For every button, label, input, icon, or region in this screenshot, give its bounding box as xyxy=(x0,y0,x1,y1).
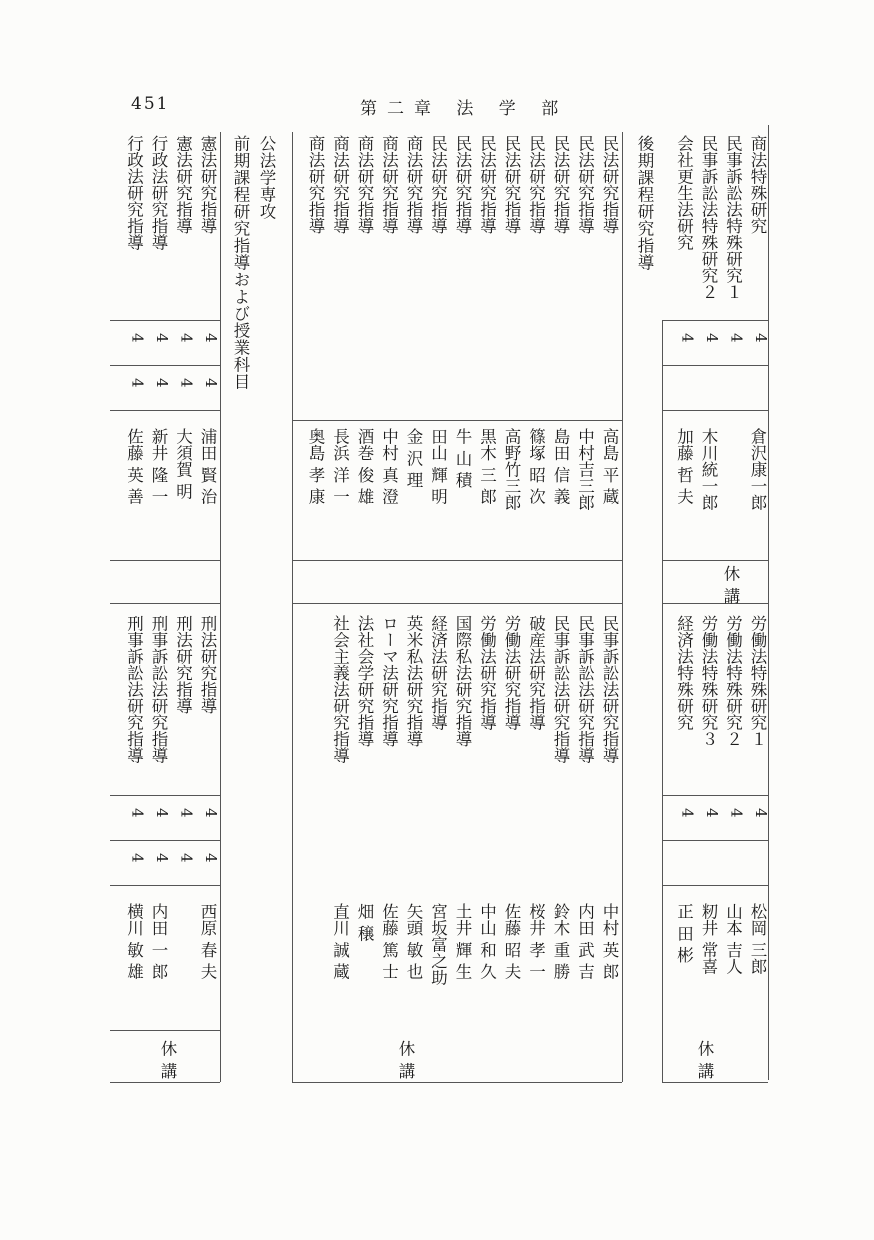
teacher-cell: 倉沢康一郎 xyxy=(748,428,767,511)
subject-cell: 会社更生法研究 xyxy=(674,135,694,251)
page-number: 451 xyxy=(131,94,170,114)
teacher-cell: 土井 輝 生 xyxy=(453,903,472,980)
teacher-cell: 金 沢 理 xyxy=(404,428,423,488)
rule xyxy=(110,1030,220,1031)
subject-cell: 法社会学研究指導 xyxy=(355,615,374,747)
teacher-cell: 畑 穣 xyxy=(355,903,374,942)
units-cell: 4 xyxy=(153,378,171,388)
rule xyxy=(662,840,768,841)
subject-cell: 憲法研究指導 xyxy=(173,135,193,234)
teacher-cell: 中村吉三郎 xyxy=(575,428,595,511)
subject-cell: 民法研究指導 xyxy=(600,135,619,234)
subject-cell: 英米私法研究指導 xyxy=(404,615,423,747)
units-cell: 4 xyxy=(727,333,746,343)
teacher-cell: 松岡 三郎 xyxy=(748,903,767,975)
units-cell: 4 xyxy=(752,808,770,818)
subject-cell: 労働法特殊研究１ xyxy=(748,615,767,747)
subject-cell: 商法研究指導 xyxy=(355,135,374,234)
rule xyxy=(292,1082,622,1083)
teacher-cell: 牛 山 積 xyxy=(453,428,472,488)
units-cell: 4 xyxy=(153,808,171,818)
units-cell: 4 xyxy=(128,808,147,818)
rule xyxy=(662,365,768,366)
right-border-doctoral xyxy=(622,132,623,1082)
teacher-cell: 新井 隆 一 xyxy=(149,428,168,505)
teacher-cell: 高野竹三郎 xyxy=(502,428,521,511)
teacher-cell: 酒巻 俊 雄 xyxy=(355,428,374,505)
subject-cell: 行政法研究指導 xyxy=(124,135,144,251)
subject-cell: 破産法研究指導 xyxy=(526,615,546,731)
subject-cell: 刑法研究指導 xyxy=(173,615,193,714)
teacher-cell: 直川 誠 蔵 xyxy=(330,903,350,980)
units-cell: 4 xyxy=(202,378,220,388)
subject-cell: 商法研究指導 xyxy=(379,135,399,234)
subject-cell: 民法研究指導 xyxy=(428,135,448,234)
teacher-cell: 高島 平 蔵 xyxy=(600,428,619,505)
rule xyxy=(292,420,622,421)
units-cell: 4 xyxy=(202,333,220,343)
subject-cell: 労働法研究指導 xyxy=(502,615,521,731)
rule xyxy=(662,560,768,561)
rule xyxy=(662,320,768,321)
teacher-cell: 宮坂富之助 xyxy=(428,903,448,986)
teacher-cell: 加藤 哲 夫 xyxy=(674,428,694,505)
teacher-cell: 佐藤 篤 士 xyxy=(379,903,399,980)
subject-cell: 商法研究指導 xyxy=(306,135,325,234)
teacher-cell: 内田 一 郎 xyxy=(149,903,168,980)
rest-label: 休講 xyxy=(396,1040,415,1085)
teacher-cell: 黒木 三 郎 xyxy=(477,428,497,505)
units-cell: 4 xyxy=(678,808,697,818)
rule xyxy=(110,320,220,321)
teacher-cell: 島田 信 義 xyxy=(551,428,570,505)
rule xyxy=(110,795,220,796)
units-cell: 4 xyxy=(177,808,196,818)
subject-cell: 民事訴訟法研究指導 xyxy=(551,615,570,764)
left-border-doctoral xyxy=(292,132,293,1082)
teacher-cell: 中村 真 澄 xyxy=(379,428,399,505)
teacher-cell: 大須賀 明 xyxy=(173,428,193,500)
rule xyxy=(292,560,622,561)
teacher-cell: 横川 敏 雄 xyxy=(124,903,144,980)
subject-cell: 労働法特殊研究３ xyxy=(699,615,718,747)
teacher-cell: 籾井 常喜 xyxy=(699,903,718,975)
subject-cell: 刑事訴訟法研究指導 xyxy=(149,615,168,764)
units-cell: 4 xyxy=(128,378,147,388)
rule xyxy=(110,840,220,841)
units-cell: 4 xyxy=(202,853,220,863)
units-cell: 4 xyxy=(177,333,196,343)
rule xyxy=(662,410,768,411)
subject-cell: 行政法研究指導 xyxy=(149,135,168,251)
units-cell: 4 xyxy=(678,333,697,343)
teacher-cell: 中村 英 郎 xyxy=(600,903,619,980)
subject-cell: 憲法研究指導 xyxy=(198,135,217,234)
rule xyxy=(662,795,768,796)
subject-cell: 民事訴訟法特殊研究２ xyxy=(699,135,718,300)
units-cell: 4 xyxy=(752,333,770,343)
units-cell: 4 xyxy=(202,808,220,818)
teacher-cell: 佐藤 英 善 xyxy=(124,428,144,505)
units-cell: 4 xyxy=(727,808,746,818)
units-cell: 4 xyxy=(128,853,147,863)
rule xyxy=(110,410,220,411)
teacher-cell: 正 田 彬 xyxy=(674,903,694,963)
teacher-cell: 浦田 賢 治 xyxy=(198,428,217,505)
teacher-cell: 矢頭 敏 也 xyxy=(404,903,423,980)
teacher-cell: 長浜 洋 一 xyxy=(330,428,350,505)
teacher-cell: 篠塚 昭 次 xyxy=(526,428,546,505)
subject-cell: 商法研究指導 xyxy=(404,135,423,234)
subject-cell: 社会主義法研究指導 xyxy=(330,615,350,764)
rule xyxy=(110,885,220,886)
teacher-cell: 中山 和 久 xyxy=(477,903,497,980)
rule xyxy=(110,560,220,561)
rest-label: 休講 xyxy=(695,1040,714,1085)
subject-cell: 民法研究指導 xyxy=(477,135,497,234)
units-cell: 4 xyxy=(703,333,721,343)
subject-cell: 労働法特殊研究２ xyxy=(723,615,743,747)
teacher-cell: 木川統一郎 xyxy=(699,428,718,511)
subject-cell: 刑法研究指導 xyxy=(198,615,217,714)
units-cell: 4 xyxy=(703,808,721,818)
subject-cell: 民法研究指導 xyxy=(453,135,472,234)
teacher-cell: 西原 春 夫 xyxy=(198,903,217,980)
section-doctoral-heading: 後期課程研究指導 xyxy=(635,135,654,271)
rule xyxy=(110,603,220,604)
subject-cell: 民事訴訟法特殊研究１ xyxy=(723,135,743,300)
rule xyxy=(662,885,768,886)
rest-label: 休講 xyxy=(721,565,740,610)
subject-cell: 民法研究指導 xyxy=(575,135,595,234)
rule xyxy=(292,603,622,604)
rule xyxy=(110,365,220,366)
units-cell: 4 xyxy=(177,378,196,388)
subject-cell: 経済法研究指導 xyxy=(428,615,448,731)
teacher-cell: 桜井 孝 一 xyxy=(526,903,546,980)
chapter-title: 第二章 法 学 部 xyxy=(360,99,569,119)
subject-cell: 民法研究指導 xyxy=(551,135,570,234)
subject-cell: 経済法特殊研究 xyxy=(674,615,694,731)
subject-cell: 商法研究指導 xyxy=(330,135,350,234)
left-border-top-section xyxy=(662,320,663,1082)
subject-cell: ローマ法研究指導 xyxy=(379,615,399,747)
rest-label: 休講 xyxy=(158,1040,177,1085)
units-cell: 4 xyxy=(153,853,171,863)
units-cell: 4 xyxy=(128,333,147,343)
teacher-cell: 山本 吉人 xyxy=(723,903,743,975)
subject-cell: 刑事訴訟法研究指導 xyxy=(124,615,144,764)
section-public-law-heading: 公法学専攻 xyxy=(257,135,276,220)
subject-cell: 商法特殊研究 xyxy=(748,135,767,234)
teacher-cell: 鈴木 重 勝 xyxy=(551,903,570,980)
subject-cell: 民事訴訟法研究指導 xyxy=(600,615,619,764)
subject-cell: 国際私法研究指導 xyxy=(453,615,472,747)
units-cell: 4 xyxy=(153,333,171,343)
units-cell: 4 xyxy=(177,853,196,863)
right-border-master xyxy=(220,132,221,1082)
teacher-cell: 内田 武 吉 xyxy=(575,903,595,980)
subject-cell: 民法研究指導 xyxy=(502,135,521,234)
section-master-heading: 前期課程研究指導および授業科目 xyxy=(231,135,250,390)
teacher-cell: 奥島 孝 康 xyxy=(306,428,325,505)
teacher-cell: 田山 輝 明 xyxy=(428,428,448,505)
subject-cell: 民事訴訟法研究指導 xyxy=(575,615,595,764)
subject-cell: 民法研究指導 xyxy=(526,135,546,234)
subject-cell: 労働法研究指導 xyxy=(477,615,497,731)
rule xyxy=(662,603,768,604)
teacher-cell: 佐藤 昭 夫 xyxy=(502,903,521,980)
